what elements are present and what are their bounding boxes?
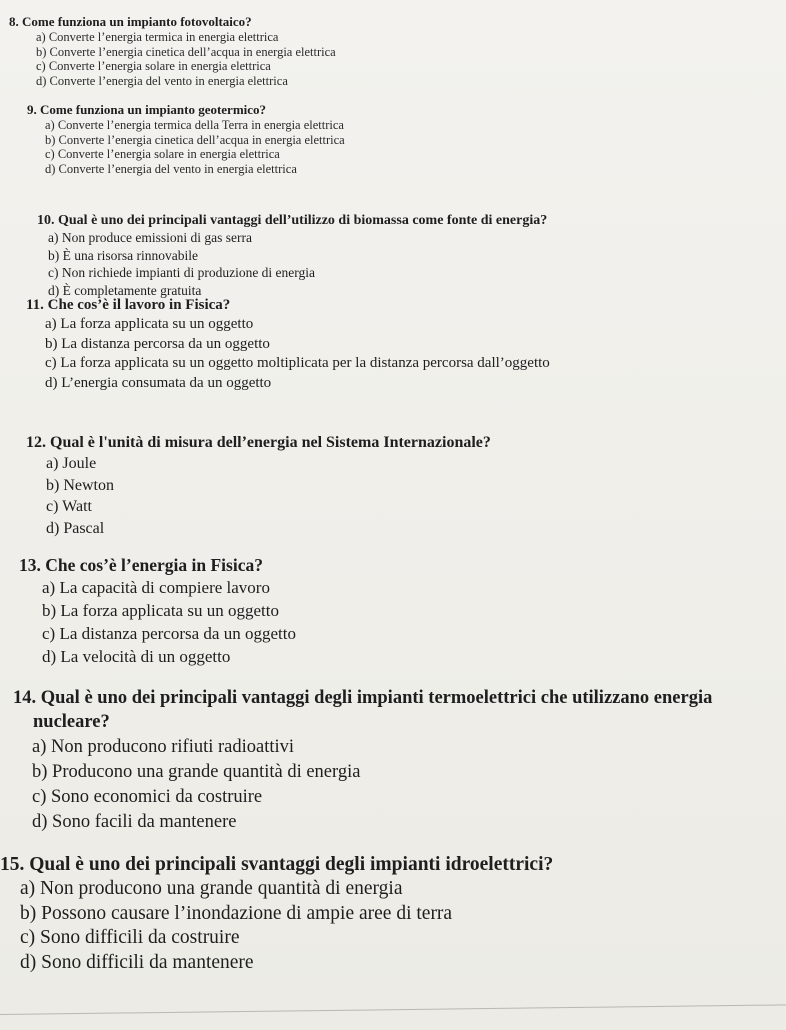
question-11-option-b: b) La distanza percorsa da un oggetto — [45, 335, 270, 352]
question-9-option-a: a) Converte l’energia termica della Terra in energia elettrica — [45, 118, 344, 132]
question-12-option-d: d) Pascal — [46, 519, 105, 537]
page-edge-shadow — [0, 1004, 786, 1015]
question-15-options — [20, 877, 553, 975]
question-14-title: 14. Qual è uno dei principali vantaggi degli impianti termoelettrici che utilizzano energia — [13, 688, 713, 708]
question-13-option-c: c) La distanza percorsa da un oggetto — [42, 624, 296, 643]
question-12-title: 12. Qual è l'unità di misura dell’energia nel Sistema Internazionale? — [26, 434, 491, 451]
question-8-title: 8. Come funziona un impianto fotovoltaico? — [9, 14, 252, 29]
question-10 — [37, 212, 547, 299]
question-8-option-b: b) Converte l’energia cinetica dell’acqua in energia elettrica — [36, 44, 336, 59]
question-11-option-d: d) L’energia consumata da un oggetto — [45, 374, 272, 391]
question-12-options — [46, 453, 491, 539]
question-10-options — [48, 229, 547, 299]
question-12-option-b: b) Newton — [46, 476, 114, 494]
question-13 — [19, 554, 296, 668]
question-14 — [13, 687, 712, 835]
question-14-title-continuation: nucleare? — [33, 712, 110, 732]
question-8-option-c: c) Converte l’energia solare in energia elettrica — [36, 59, 271, 74]
question-14-option-b: b) Producono una grande quantità di energia — [32, 762, 361, 782]
question-9 — [27, 102, 345, 177]
question-15-title: 15. Qual è uno dei principali svantaggi degli impianti idroelettrici? — [0, 854, 554, 875]
question-10-option-c: c) Non richiede impianti di produzione di energia — [48, 265, 316, 280]
question-11-options — [45, 315, 550, 393]
question-13-option-d: d) La velocità di un oggetto — [42, 647, 231, 666]
question-15-option-c: c) Sono difficili da costruire — [20, 927, 240, 948]
question-15-option-b: b) Possono causare l’inondazione di ampie aree di terra — [20, 902, 453, 924]
question-12-option-a: a) Joule — [46, 455, 97, 472]
question-13-options — [42, 576, 296, 668]
question-11-option-c: c) La forza applicata su un oggetto moltiplicata per la distanza percorsa dall’oggetto — [45, 355, 550, 372]
question-14-option-a: a) Non producono rifiuti radioattivi — [32, 737, 295, 757]
question-9-option-c: c) Converte l’energia solare in energia elettrica — [45, 147, 280, 162]
question-13-title: 13. Che cos’è l’energia in Fisica? — [19, 555, 263, 575]
question-15-option-a: a) Non producono una grande quantità di energia — [20, 878, 403, 899]
question-8-options — [36, 30, 336, 89]
question-12-option-c: c) Watt — [46, 498, 92, 515]
question-10-title: 10. Qual è uno dei principali vantaggi dell’utilizzo di biomassa come fonte di energia? — [37, 213, 548, 228]
question-15-option-d: d) Sono difficili da mantenere — [20, 951, 254, 973]
question-13-option-b: b) La forza applicata su un oggetto — [42, 601, 279, 620]
question-10-option-b: b) È una risorsa rinnovabile — [48, 247, 198, 263]
question-15 — [0, 852, 553, 975]
question-9-options — [45, 118, 345, 177]
question-8-option-d: d) Converte l’energia del vento in energia elettrica — [36, 74, 288, 89]
question-14-option-d: d) Sono facili da mantenere — [32, 812, 237, 832]
question-11-option-a: a) La forza applicata su un oggetto — [45, 316, 254, 332]
question-14-option-c: c) Sono economici da costruire — [32, 787, 263, 807]
question-9-title: 9. Come funziona un impianto geotermico? — [27, 102, 267, 117]
question-9-option-d: d) Converte l’energia del vento in energia elettrica — [45, 162, 297, 177]
question-14-options — [32, 735, 712, 835]
question-12 — [26, 433, 491, 539]
question-11-title: 11. Che cos’è il lavoro in Fisica? — [26, 297, 231, 313]
question-13-option-a: a) La capacità di compiere lavoro — [42, 578, 270, 597]
question-10-option-a: a) Non produce emissioni di gas serra — [48, 230, 252, 245]
question-9-option-b: b) Converte l’energia cinetica dell’acqua in energia elettrica — [45, 132, 345, 147]
question-8-option-a: a) Converte l’energia termica in energia elettrica — [36, 30, 279, 44]
question-10-option-d: d) È completamente gratuita — [48, 282, 202, 298]
question-8 — [9, 14, 336, 89]
question-11 — [26, 296, 550, 393]
